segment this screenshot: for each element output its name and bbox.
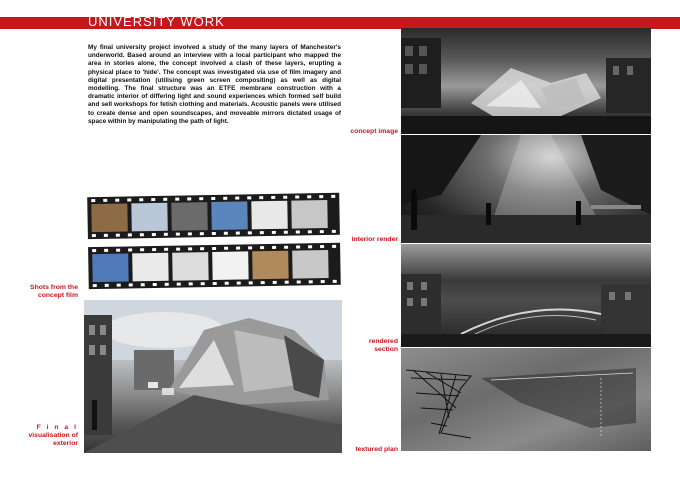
textured-plan-caption: textured plan [355, 446, 398, 453]
concept-image-art [401, 28, 651, 134]
rendered-section [401, 244, 651, 347]
interior-render-art [401, 135, 651, 243]
intro-paragraph: My final university project involved a study of the many layers of Manchester's underworld. Based around an interview with a local participant who mapped the area in stories alone, the concept involved a clash of these layers, erupting a physical place to 'hide'. The concept was investigated via use of film imagery and digital presentation (utilising green screen compositing) as well as digital modelling. The final structure was an ETFE membrane construction with a dramatic interior of differing light and sound experiences which formed self build and sell workshops for fetish clothing and materials. Acoustic panels were utilised to create dense and open soundscapes, and moveable mirrors dictated usage of space within by manipulating the path of light. [88, 44, 341, 125]
concept-image-caption: concept image [350, 128, 398, 135]
film-strip-caption-line1: Shots from the [30, 284, 78, 291]
concept-film-strip [84, 189, 342, 295]
exterior-visualisation [84, 300, 342, 453]
rendered-section-art [401, 244, 651, 347]
rendered-section-caption-line1: rendered [368, 338, 398, 345]
exterior-caption-line3: exterior [53, 440, 78, 447]
exterior-visualisation-art [84, 300, 342, 453]
concept-image [401, 28, 651, 134]
exterior-caption-line1: F i n a l [36, 424, 78, 431]
textured-plan-art [401, 348, 651, 451]
interior-render [401, 135, 651, 243]
exterior-caption-line2: visualisation of [28, 432, 78, 439]
film-strip-art [84, 189, 342, 295]
interior-render-caption: interior render [351, 236, 398, 243]
page-title: UNIVERSITY WORK [88, 14, 225, 29]
textured-plan [401, 348, 651, 451]
rendered-section-caption-line2: section [374, 346, 398, 353]
film-strip-caption-line2: concept film [37, 292, 78, 299]
